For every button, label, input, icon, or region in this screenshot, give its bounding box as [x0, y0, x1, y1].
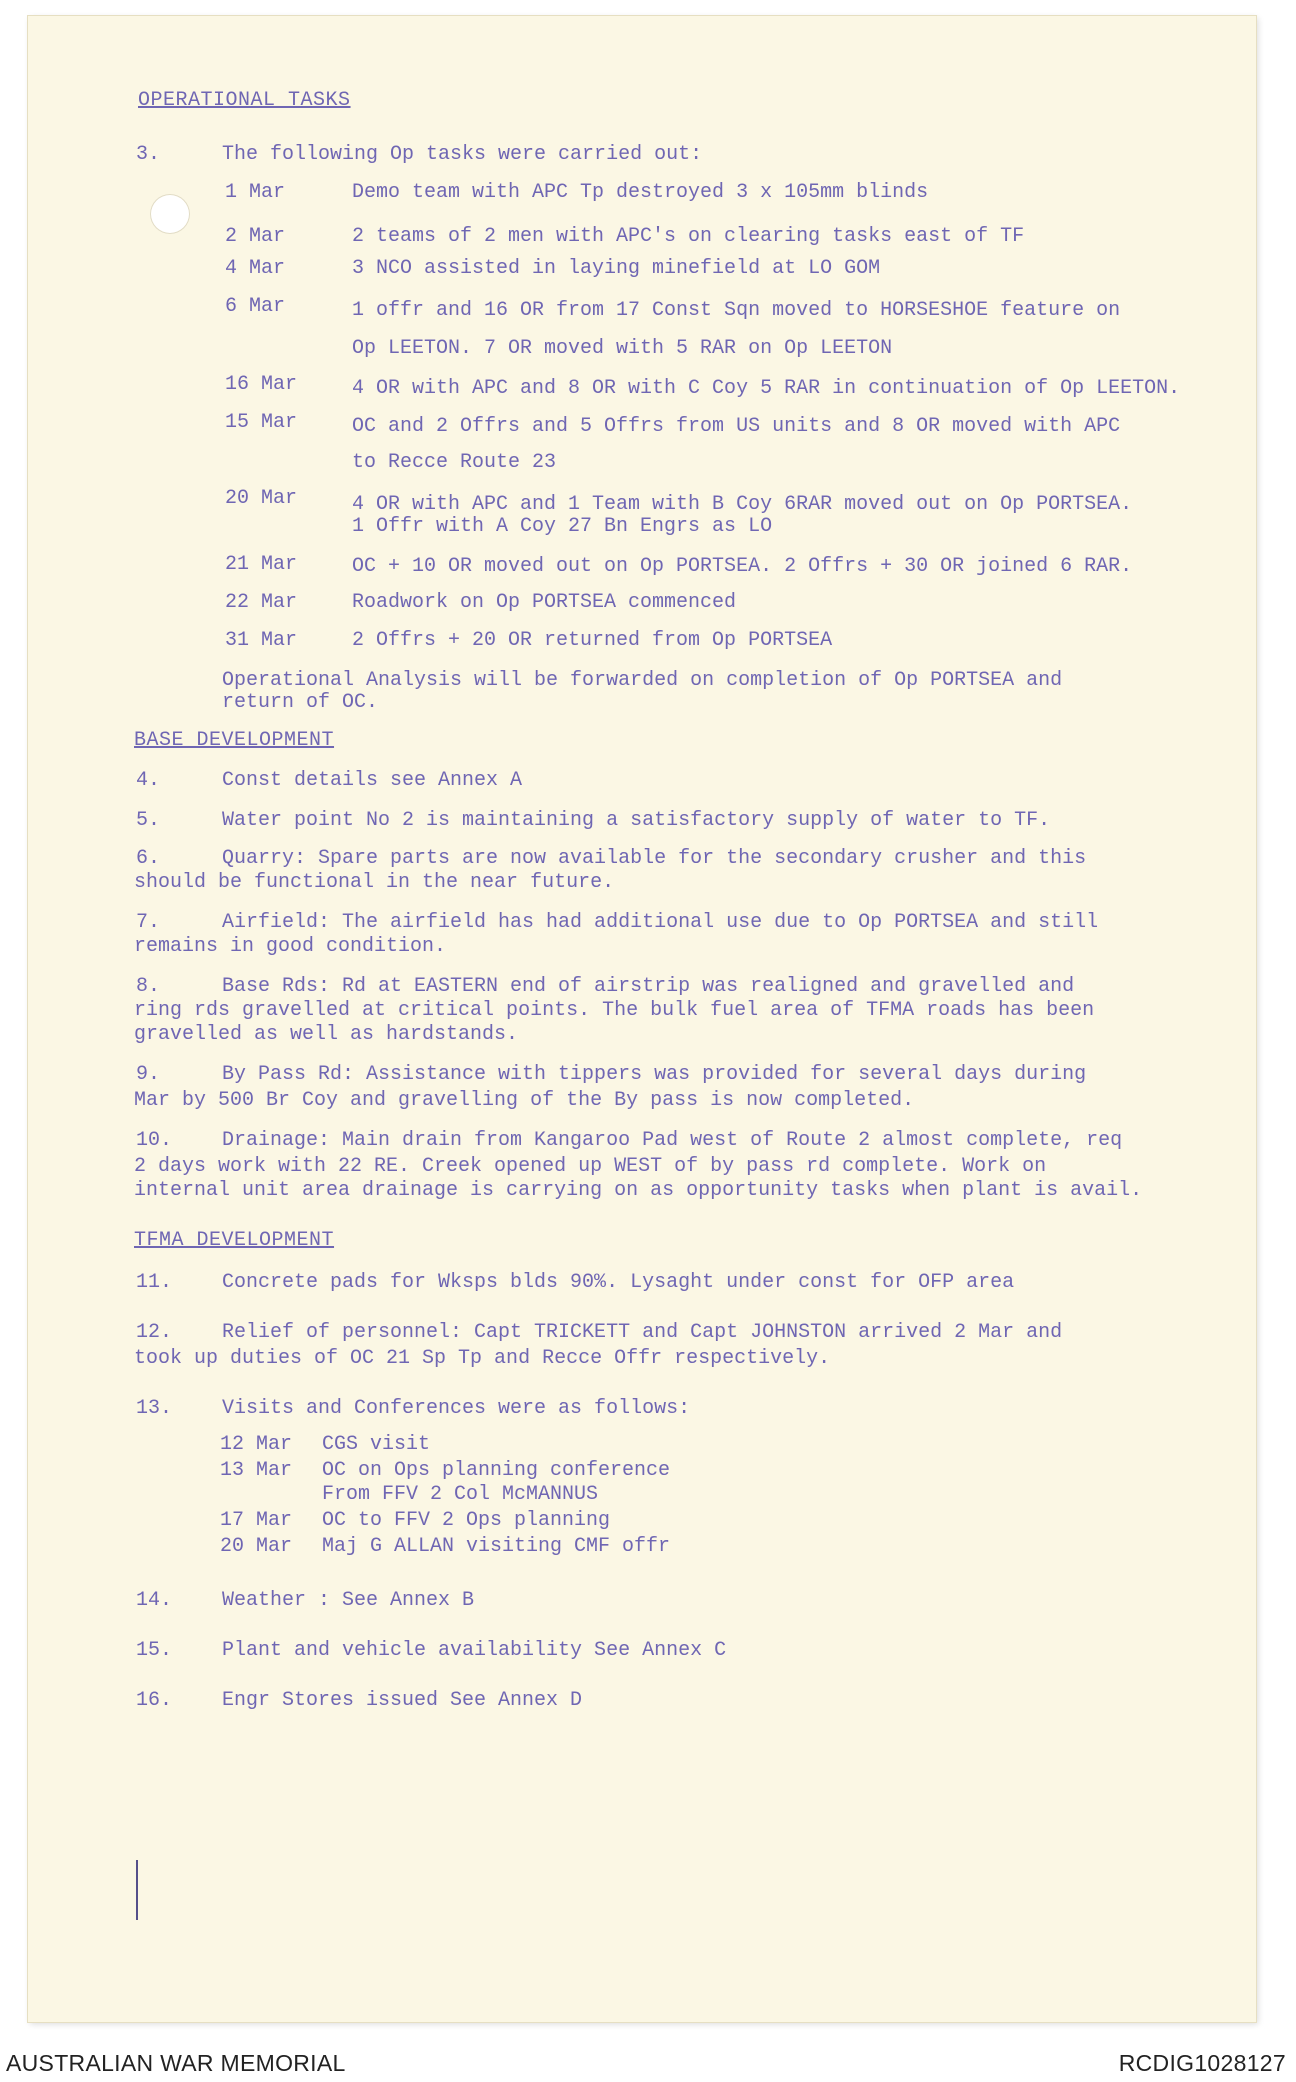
entry-text: OC and 2 Offrs and 5 Offrs from US units and 8 OR moved with APC: [352, 415, 1121, 438]
item-number: 16.: [136, 1689, 173, 1712]
item-text: internal unit area drainage is carrying on as opportunity tasks when plant is avail.: [134, 1179, 1143, 1202]
entry-date: 31 Mar: [225, 629, 298, 652]
item-text: Const details see Annex A: [222, 769, 523, 792]
punch-hole: [150, 194, 190, 234]
item-text: Engr Stores issued See Annex D: [222, 1689, 583, 1712]
entry-text: 3 NCO assisted in laying minefield at LO GOM: [352, 257, 881, 280]
entry-date: 20 Mar: [225, 487, 298, 510]
item-number: 6.: [136, 847, 161, 870]
entry-date: 21 Mar: [225, 553, 298, 576]
item-text: The following Op tasks were carried out:: [222, 143, 703, 166]
visit-text: From FFV 2 Col McMANNUS: [322, 1483, 599, 1506]
entry-date: 15 Mar: [225, 411, 298, 434]
item-number: 11.: [136, 1271, 173, 1294]
item-text: Base Rds: Rd at EASTERN end of airstrip was realigned and gravelled and: [222, 975, 1075, 998]
item-number: 14.: [136, 1589, 173, 1612]
entry-text: Roadwork on Op PORTSEA commenced: [352, 591, 737, 614]
entry-text: Op LEETON. 7 OR moved with 5 RAR on Op LEETON: [352, 337, 893, 360]
visit-date: 20 Mar: [220, 1535, 293, 1558]
item-text: Visits and Conferences were as follows:: [222, 1397, 691, 1420]
entry-text: 4 OR with APC and 8 OR with C Coy 5 RAR in continuation of Op LEETON.: [352, 377, 1181, 400]
item-text: Drainage: Main drain from Kangaroo Pad west of Route 2 almost complete, req: [222, 1129, 1123, 1152]
item-number: 8.: [136, 975, 161, 998]
visit-text: OC on Ops planning conference: [322, 1459, 671, 1482]
entry-text: 2 teams of 2 men with APC's on clearing tasks east of TF: [352, 225, 1025, 248]
item-text: should be functional in the near future.: [134, 871, 615, 894]
item-number: 7.: [136, 911, 161, 934]
entry-text: 2 Offrs + 20 OR returned from Op PORTSEA: [352, 629, 833, 652]
visit-date: 17 Mar: [220, 1509, 293, 1532]
item-text: Weather : See Annex B: [222, 1589, 475, 1612]
item-number: 5.: [136, 809, 161, 832]
entry-text: 1 offr and 16 OR from 17 Const Sqn moved to HORSESHOE feature on: [352, 299, 1121, 322]
entry-date: 16 Mar: [225, 373, 298, 396]
visit-text: OC to FFV 2 Ops planning: [322, 1509, 611, 1532]
entry-text: Demo team with APC Tp destroyed 3 x 105mm blinds: [352, 181, 929, 204]
visit-text: Maj G ALLAN visiting CMF offr: [322, 1535, 671, 1558]
footer-record-id: RCDIG1028127: [1118, 2050, 1286, 2076]
item-text: Plant and vehicle availability See Annex C: [222, 1639, 727, 1662]
visit-date: 13 Mar: [220, 1459, 293, 1482]
item-text: took up duties of OC 21 Sp Tp and Recce Offr respectively.: [134, 1347, 831, 1370]
item-text: Airfield: The airfield has had additional use due to Op PORTSEA and still: [222, 911, 1099, 934]
analysis-text: Operational Analysis will be forwarded on completion of Op PORTSEA and: [222, 669, 1063, 692]
analysis-text: return of OC.: [222, 691, 379, 714]
entry-date: 4 Mar: [225, 257, 286, 280]
margin-mark: [136, 1860, 138, 1920]
item-text: Mar by 500 Br Coy and gravelling of the By pass is now completed.: [134, 1089, 915, 1112]
item-number: 10.: [136, 1129, 173, 1152]
item-text: By Pass Rd: Assistance with tippers was provided for several days during: [222, 1063, 1087, 1086]
visit-date: 12 Mar: [220, 1433, 293, 1456]
item-text: ring rds gravelled at critical points. The bulk fuel area of TFMA roads has been: [134, 999, 1095, 1022]
entry-text: to Recce Route 23: [352, 451, 557, 474]
entry-text: OC + 10 OR moved out on Op PORTSEA. 2 Offrs + 30 OR joined 6 RAR.: [352, 555, 1133, 578]
item-number: 9.: [136, 1063, 161, 1086]
item-number: 12.: [136, 1321, 173, 1344]
entry-text: 1 Offr with A Coy 27 Bn Engrs as LO: [352, 515, 773, 538]
item-text: remains in good condition.: [134, 935, 447, 958]
item-text: Concrete pads for Wksps blds 90%. Lysaght under const for OFP area: [222, 1271, 1015, 1294]
entry-date: 22 Mar: [225, 591, 298, 614]
base-development-heading: BASE DEVELOPMENT: [134, 729, 335, 752]
item-text: Water point No 2 is maintaining a satisfactory supply of water to TF.: [222, 809, 1051, 832]
item-number: 13.: [136, 1397, 173, 1420]
tfma-development-heading: TFMA DEVELOPMENT: [134, 1229, 335, 1252]
item-number: 15.: [136, 1639, 173, 1662]
footer-institution: AUSTRALIAN WAR MEMORIAL: [6, 2050, 346, 2076]
item-number: 4.: [136, 769, 161, 792]
operational-tasks-heading: OPERATIONAL TASKS: [138, 89, 351, 112]
item-text: gravelled as well as hardstands.: [134, 1023, 519, 1046]
item-number: 3.: [136, 143, 161, 166]
entry-date: 2 Mar: [225, 225, 286, 248]
entry-date: 6 Mar: [225, 295, 286, 318]
item-text: 2 days work with 22 RE. Creek opened up WEST of by pass rd complete. Work on: [134, 1155, 1047, 1178]
entry-date: 1 Mar: [225, 181, 286, 204]
entry-text: 4 OR with APC and 1 Team with B Coy 6RAR moved out on Op PORTSEA.: [352, 493, 1133, 516]
item-text: Quarry: Spare parts are now available for the secondary crusher and this: [222, 847, 1087, 870]
item-text: Relief of personnel: Capt TRICKETT and Capt JOHNSTON arrived 2 Mar and: [222, 1321, 1063, 1344]
visit-text: CGS visit: [322, 1433, 431, 1456]
